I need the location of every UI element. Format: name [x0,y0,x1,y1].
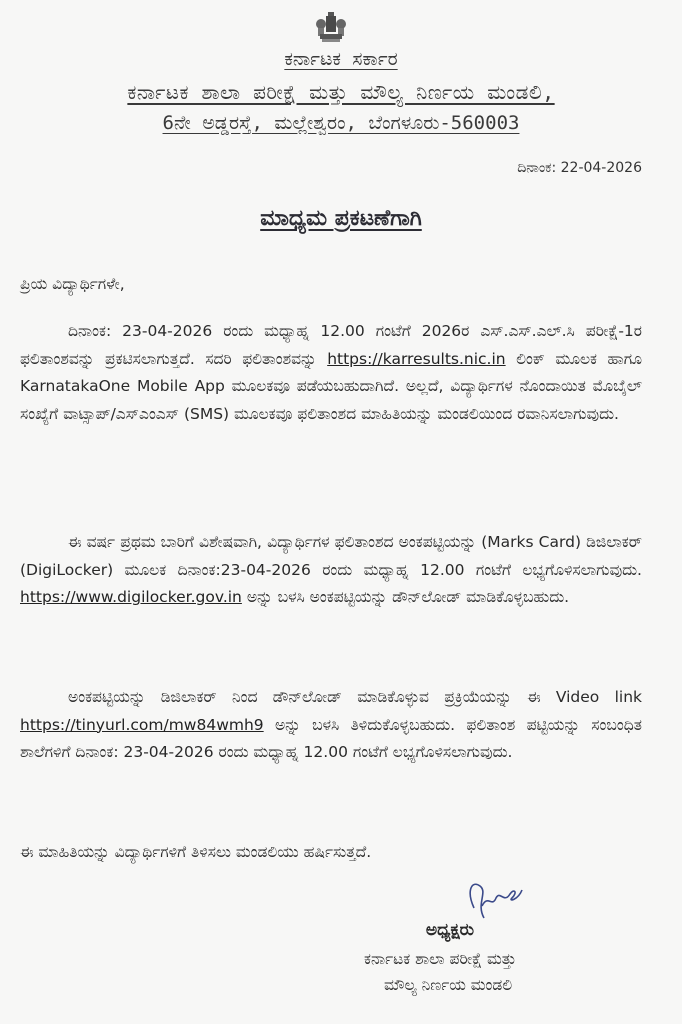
paragraph-text: ಅನ್ನು ಬಳಸಿ ಅಂಕಪಟ್ಟಿಯನ್ನು ಡೌನ್‌ಲೋಡ್ ಮಾಡಿಕೊಳ್ಳಬಹುದು. [241,588,570,606]
paragraph-video-link [20,684,642,767]
karresults-link[interactable]: https://karresults.nic.in [327,349,506,368]
address-heading: 6ನೇ ಅಡ್ಡರಸ್ತೆ, ಮಲ್ಲೇಶ್ವರಂ, ಬೆಂಗಳೂರು-560003 [162,112,520,134]
paragraph-digilocker [20,529,642,612]
paragraph-text: ಲಿಂಕ್ ಮೂಲಕ ಹಾಗೂ KarnatakaOne Mobile App ಮೂಲಕವೂ ಪಡೆಯಬಹುದಾಗಿದೆ. ಅಲ್ಲದೆ, ವಿದ್ಯಾರ್ಥಿಗಳ ನೊಂದಾಯಿತ ಮೊಬೈಲ್ ಸಂಖ್ಯೆಗೆ ವಾಟ್ಸಾಪ್/ಎಸ್‌ಎಂಎಸ್ (SMS) ಮೂಲಕವೂ ಫಲಿತಾಂಶದ ಮಾಹಿತಿಯನ್ನು ಮಂಡಲಿಯಿಂದ ರವಾನಿಸಲಾಗುವುದು. [20,349,642,423]
tinyurl-video-link[interactable]: https://tinyurl.com/mw84wmh9 [20,715,264,734]
paragraph-results-announcement [20,318,642,428]
paragraph-text: ಅನ್ನು ಬಳಸಿ ತಿಳಿದುಕೊಳ್ಳಬಹುದು. ಫಲಿತಾಂಶ ಪಟ್ಟಿಯನ್ನು ಸಂಬಂಧಿತ ಶಾಲೆಗಳಿಗೆ ದಿನಾಂಕ: 23-04-2026 ರಂದು ಮಧ್ಯಾಹ್ನ 12.00 ಗಂಟೆಗೆ ಲಭ್ಯಗೊಳಿಸಲಾಗುವುದು. [20,715,642,761]
signatory-org-line2: ಮೌಲ್ಯ ನಿರ್ಣಯ ಮಂಡಲಿ [384,976,513,994]
state-emblem-icon [314,10,348,44]
board-name-heading: ಕರ್ನಾಟಕ ಶಾಲಾ ಪರೀಕ್ಷೆ ಮತ್ತು ಮೌಲ್ಯ ನಿರ್ಣಯ ಮಂಡಲಿ, [127,80,555,104]
signatory-org-line1: ಕರ್ನಾಟಕ ಶಾಲಾ ಪರೀಕ್ಷೆ ಮತ್ತು [364,950,517,968]
paragraph-text: ಈ ವರ್ಷ ಪ್ರಥಮ ಬಾರಿಗೆ ವಿಶೇಷವಾಗಿ, ವಿದ್ಯಾರ್ಥಿಗಳ ಫಲಿತಾಂಶದ ಅಂಕಪಟ್ಟಿಯನ್ನು (Marks Card) ಡಿಜಿಲಾಕರ್ (DigiLocker) ಮೂಲಕ ದಿನಾಂಕ:23-04-2026 ರಂದು ಮಧ್ಯಾಹ್ನ 12.00 ಗಂಟೆಗೆ ಲಭ್ಯಗೊಳಿಸಲಾಗುವುದು. [20,533,642,579]
signature-icon [462,878,532,920]
government-heading: ಕರ್ನಾಟಕ ಸರ್ಕಾರ [284,48,398,70]
signatory-designation: ಅಧ್ಯಕ್ಷರು [425,920,475,940]
closing-line: ಈ ಮಾಹಿತಿಯನ್ನು ವಿದ್ಯಾರ್ಥಿಗಳಿಗೆ ತಿಳಿಸಲು ಮಂಡಲಿಯು ಹರ್ಷಿಸುತ್ತದೆ. [20,843,372,861]
salutation: ಪ್ರಿಯ ವಿದ್ಯಾರ್ಥಿಗಳೇ, [20,275,125,293]
date-line: ದಿನಾಂಕ: 22-04-2026 [517,160,642,176]
digilocker-link[interactable]: https://www.digilocker.gov.in [20,588,242,606]
paragraph-text: ಅಂಕಪಟ್ಟಿಯನ್ನು ಡಿಜಿಲಾಕರ್ ನಿಂದ ಡೌನ್‌ಲೋಡ್ ಮಾಡಿಕೊಳ್ಳುವ ಪ್ರಕ್ರಿಯೆಯನ್ನು ಈ Video link [68,688,642,706]
paragraph-text: ದಿನಾಂಕ: 23-04-2026 ರಂದು ಮಧ್ಯಾಹ್ನ 12.00 ಗಂಟೆಗೆ 2026ರ ಎಸ್.ಎಸ್.ಎಲ್.ಸಿ ಪರೀಕ್ಷೆ-1ರ ಫಲಿತಾಂಶವನ್ನು ಪ್ರಕಟಿಸಲಾಗುತ್ತದೆ. ಸದರಿ ಫಲಿತಾಂಶವನ್ನು [20,322,642,368]
document-title: ಮಾಧ್ಯಮ ಪ್ರಕಟಣೆಗಾಗಿ [260,206,422,231]
